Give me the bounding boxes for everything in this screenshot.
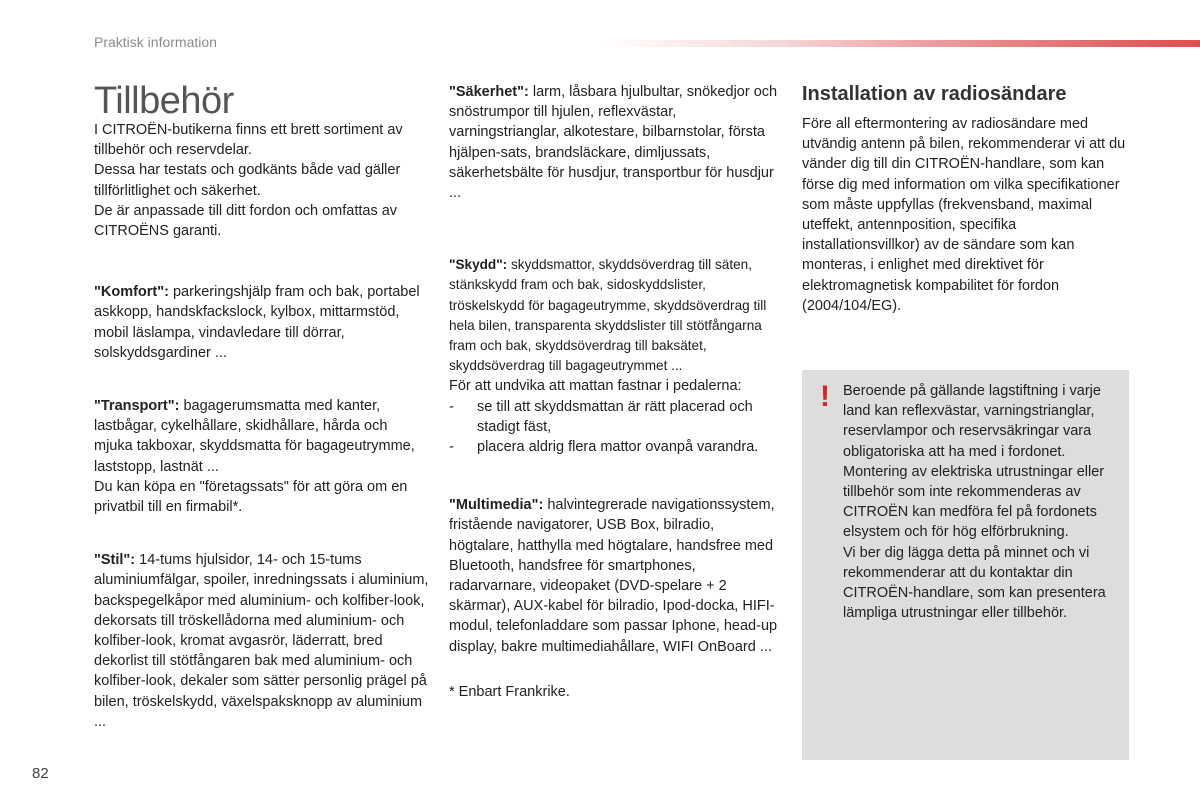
list-item: - se till att skyddsmattan är rätt placerad och stadigt fäst, — [449, 397, 779, 437]
skydd-text: skyddsmattor, skyddsöverdrag till säten, stänkskydd fram och bak, sidoskyddslister, tröskelskydd för bagageutrymme, skyddsöverdrag till hela bilen, transparenta skyddslister till stötfångarna fram och bak, skyddsöverdrag till baksätet, skyddsöverdrag till bagageutrymmet ... — [449, 257, 767, 374]
transport-label: "Transport": — [94, 398, 180, 415]
stil-label: "Stil": — [94, 552, 136, 569]
radio-paragraph: Före all eftermontering av radiosändare med utvändig antenn på bilen, rekommenderar vi att du vänder dig till din CITROËN-handlare, som kan förse dig med information om vilka specifikationer som måste uppfyllas (frekvensband, maximal uteffekt, antennposition, specifika installationsvillkor) av de sändare som kan monteras, i enlighet med direktivet för elektromagnetisk kompabilitet för fordon (2004/104/EG). — [802, 116, 1126, 314]
multimedia-text: halvintegrerade navigationssystem, fristående navigatorer, USB Box, bilradio, högtalare, hatthylla med högtalare, handsfree med Bluetooth, handsfree för smartphones, radarvarnare, videopaket (DVD-spelare + 2 skärmar), AUX-kabel för bilradio, Ipod-docka, HIFI-modul, telefonladdare som passar Iphone, head-up display, bakre multimediahållare, WIFI OnBoard ... — [449, 497, 778, 655]
list-item: - placera aldrig flera mattor ovanpå varandra. — [449, 437, 779, 457]
komfort-text: parkeringshjälp fram och bak, portabel askkopp, handskfackslock, kylbox, mittarmstöd, mobil läslampa, vindavledare till dörrar, solskyddsgardiner ... — [94, 284, 420, 361]
page-number: 82 — [32, 765, 49, 782]
warning-paragraph: Vi ber dig lägga detta på minnet och vi rekommenderar att du kontaktar din CITROËN-handlare, som kan presentera lämpliga utrustningar eller tillbehör. — [843, 544, 1106, 622]
multimedia-label: "Multimedia": — [449, 497, 544, 514]
right-column — [802, 82, 1137, 316]
warning-text — [843, 381, 1121, 623]
skydd-lead: För att undvika att mattan fastnar i pedalerna: — [449, 378, 742, 395]
page-title: Tillbehör — [94, 80, 234, 122]
radio-section-title: Installation av radiosändare — [802, 83, 1067, 105]
intro-paragraph: Dessa har testats och godkänts både vad gäller tillförlitlighet och säkerhet. — [94, 162, 401, 199]
multimedia-paragraph — [449, 495, 779, 657]
section-header: Praktisk information — [94, 34, 217, 50]
skydd-paragraph — [449, 255, 779, 376]
exclamation-icon: ! — [820, 380, 830, 413]
skydd-list — [449, 397, 779, 458]
transport-paragraph — [94, 396, 429, 477]
footnote: * Enbart Frankrike. — [449, 683, 570, 700]
sakerhet-label: "Säkerhet": — [449, 84, 529, 100]
warning-paragraph: Montering av elektriska utrustningar eller tillbehör som inte rekommenderas av CITROËN kan medföra fel på fordonets elsystem och för hög elförbrukning. — [843, 463, 1105, 541]
intro-paragraph: I CITROËN-butikerna finns ett brett sortiment av tillbehör och reservdelar. — [94, 122, 403, 159]
transport-text: bagagerumsmatta med kanter, lastbågar, cykelhållare, skidhållare, hårda och mjuka takboxar, skyddsmatta för bagageutrymme, laststopp, lastnät ... — [94, 398, 415, 475]
intro-paragraph: De är anpassade till ditt fordon och omfattas av CITROËNS garanti. — [94, 202, 398, 240]
middle-column — [449, 82, 779, 702]
sakerhet-text: larm, låsbara hjulbultar, snökedjor och snöstrumpor till hjulen, reflexvästar, varningstrianglar, alkotestare, bilbarnstolar, första hjälpen-sats, brandsläckare, dimljussats, säkerhetsbälte för husdjur, transportbur för husdjur ... — [449, 84, 778, 202]
komfort-label: "Komfort": — [94, 284, 169, 301]
left-column — [94, 82, 429, 732]
warning-paragraph: Beroende på gällande lagstiftning i varje land kan reflexvästar, varningstrianglar, reservlampor och reservsäkringar vara obligatoriska att ha med i fordonet. — [843, 383, 1101, 460]
header-accent-bar — [600, 40, 1200, 47]
stil-text: 14-tums hjulsidor, 14- och 15-tums aluminiumfälgar, spoiler, inredningssats i aluminium, backspegelkåpor med aluminium- och kolfiber-look, dekorsats till tröskellådorna med aluminium- och kolfiber-look, kromat avgasrör, läderratt, bred dekorlist till stötfångaren bak med aluminium- och kolfiber-look, dekaler som sätter personlig prägel på bilen, tröskelskydd, växelspaksknopp av aluminium ... — [94, 552, 429, 730]
transport-extra: Du kan köpa en "företagssats" för att göra om en privatbil till en firmabil*. — [94, 478, 408, 516]
sakerhet-paragraph — [449, 82, 779, 203]
stil-paragraph — [94, 550, 429, 732]
skydd-label: "Skydd": — [449, 257, 508, 273]
komfort-paragraph — [94, 282, 429, 363]
